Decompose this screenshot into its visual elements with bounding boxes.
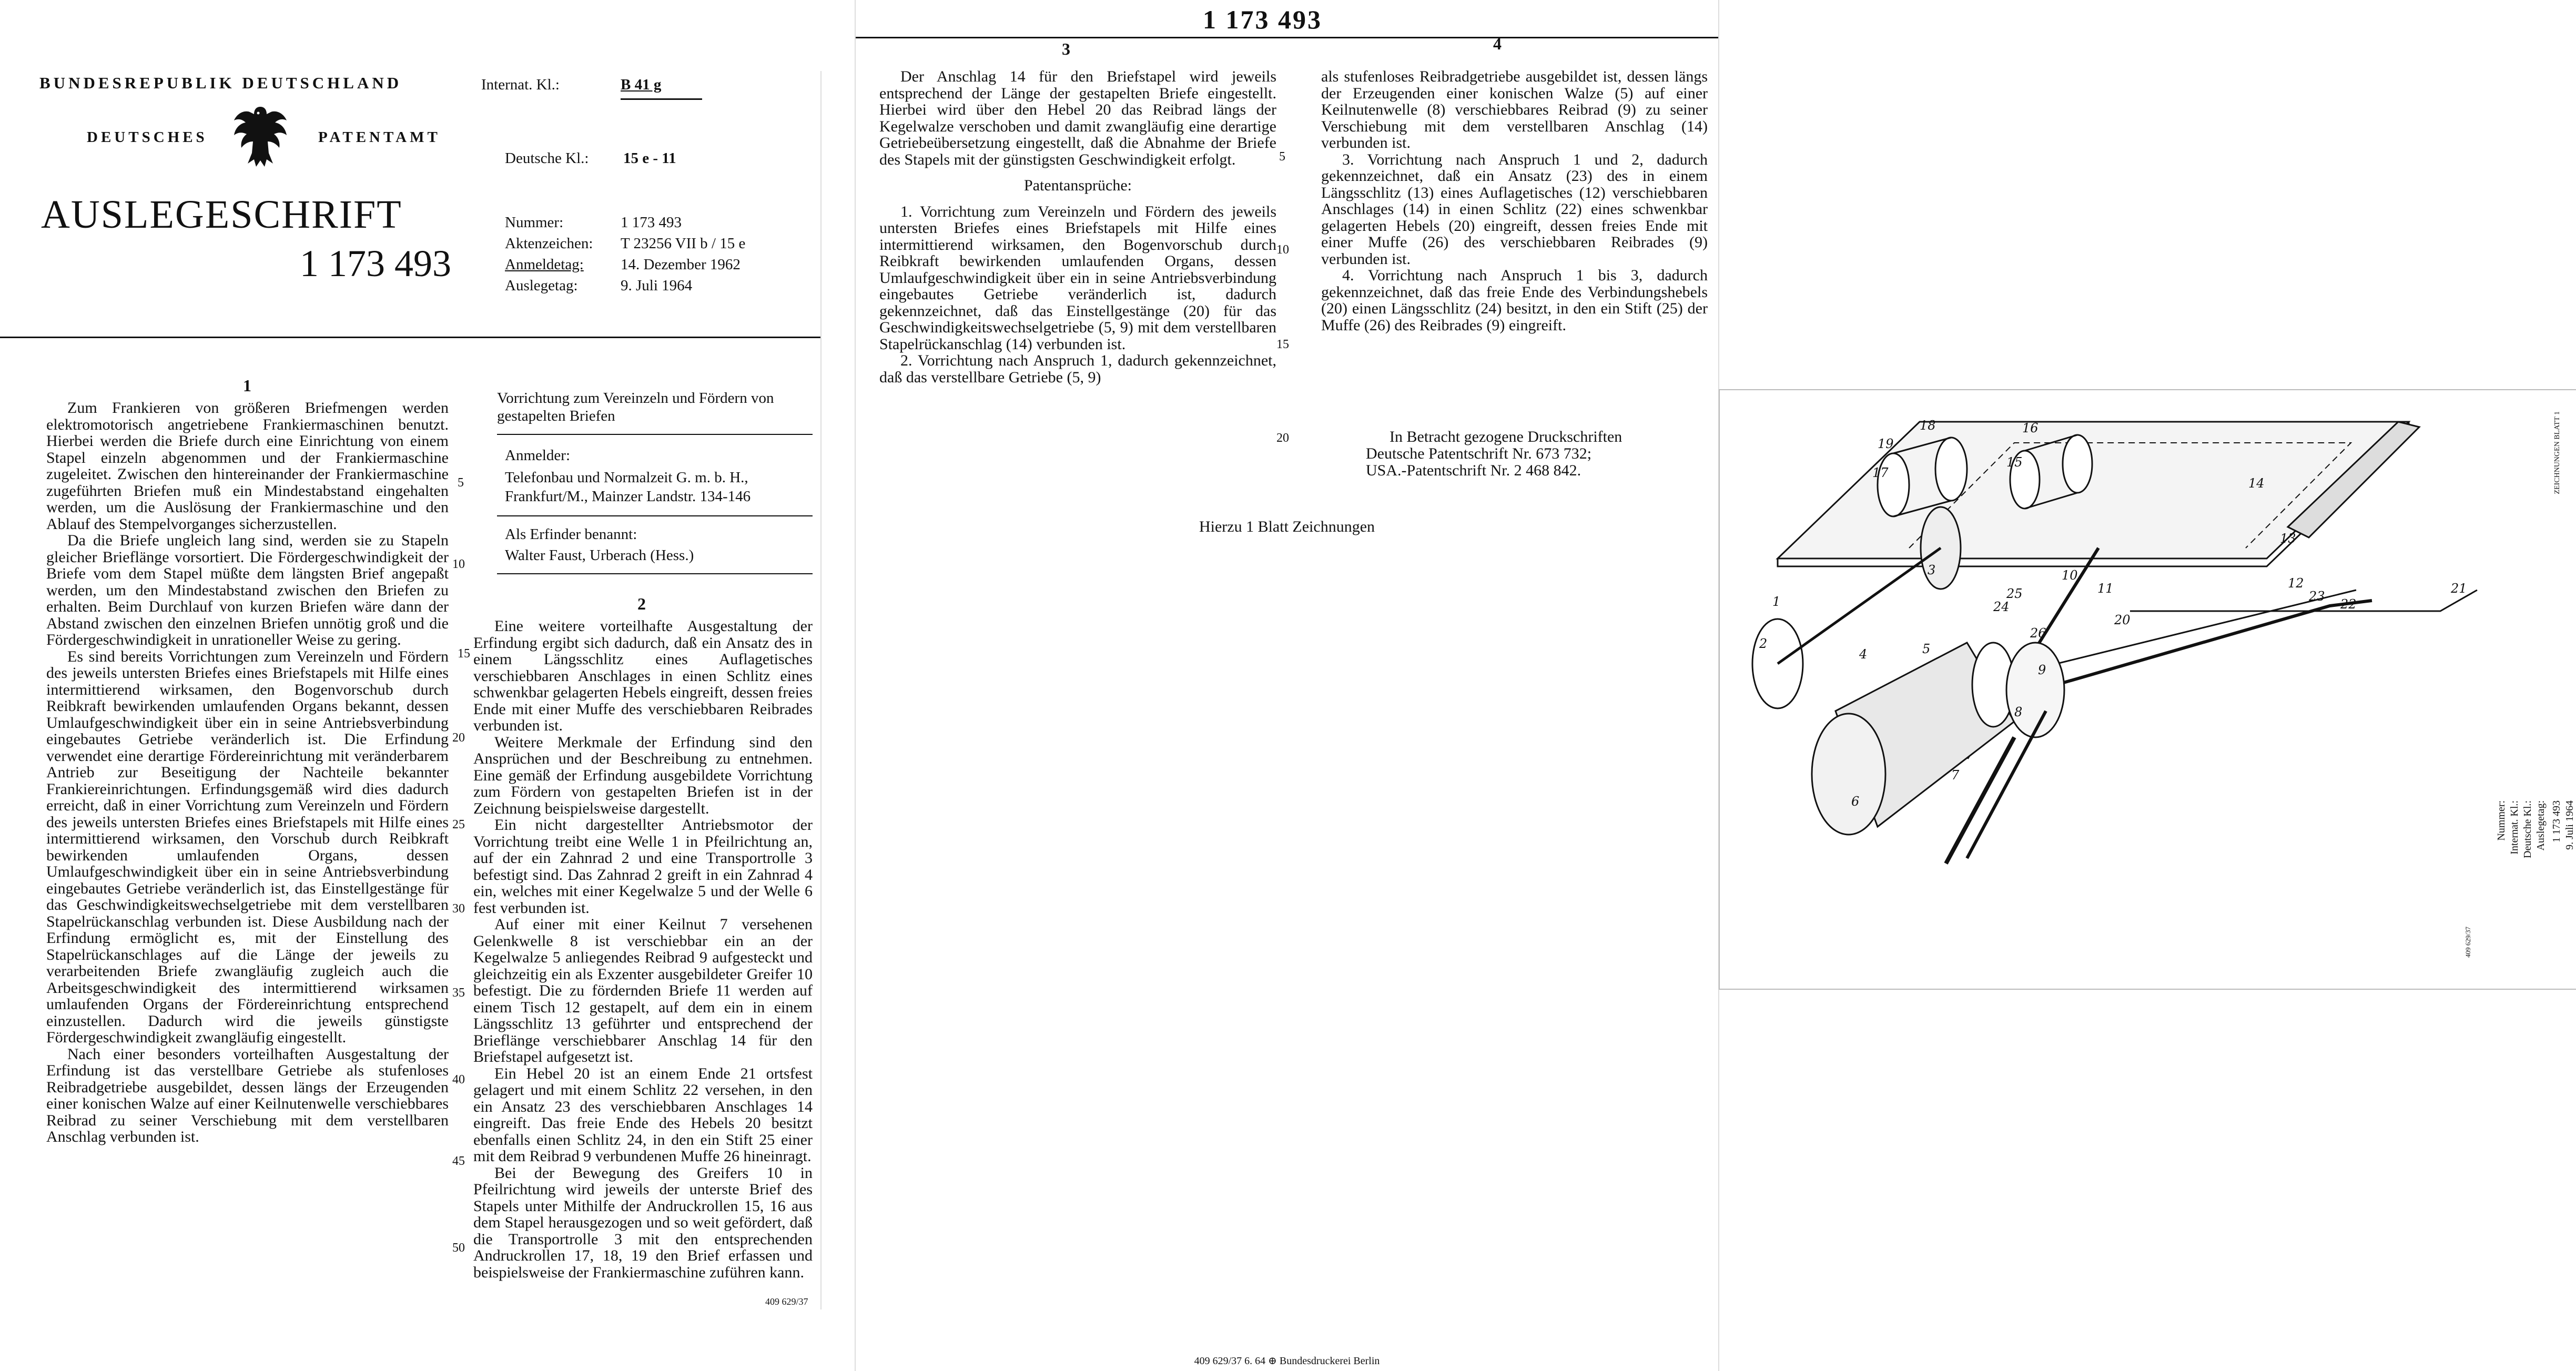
- side-meta-number-label: Nummer:: [2496, 800, 2507, 841]
- country-name: BUNDESREPUBLIK DEUTSCHLAND: [39, 74, 402, 92]
- paragraph: Nach einer besonders vorteilhaften Ausgestaltung der Erfindung ist das verstellbare Getriebe als stufenloses Reibradgetriebe ausgebildet, dessen längs der Erzeugenden einer konischen Walze auf einer Keilnutenwelle verschiebbares Reibrad zu seiner Verschiebung mit dem verstellbaren Anschlag verbunden ist.: [46, 1045, 449, 1145]
- line-number: 5: [1279, 150, 1285, 164]
- figure-label: 14: [2248, 476, 2265, 491]
- line-number: 10: [452, 557, 465, 571]
- column-number-1: 1: [243, 376, 251, 395]
- side-meta-intl-label: Internat. Kl.:: [2509, 800, 2520, 855]
- line-number: 10: [1276, 243, 1289, 257]
- figure-label: 4: [1859, 647, 1868, 662]
- patent-page-2: [855, 0, 1719, 1371]
- column-number-3: 3: [1062, 39, 1070, 58]
- line-number: 30: [452, 902, 465, 916]
- meta-filed-label: Anmeldetag:: [505, 256, 584, 273]
- sheet-footer-code: 409 629/37: [2464, 927, 2472, 958]
- figure-label: 20: [2114, 613, 2131, 627]
- line-number: 40: [452, 1073, 465, 1086]
- side-meta-date-value: 9. Juli 1964: [2564, 800, 2575, 850]
- figure-label: 13: [2280, 531, 2296, 546]
- inventor-label: Als Erfinder benannt:: [505, 526, 637, 543]
- paragraph: Da die Briefe ungleich lang sind, werden sie zu Stapeln gleicher Brieflänge vorsortiert. Die Fördergeschwindigkeit der Briefe vom dem Stapel müßte dem längsten Brief angepaßt werden, um den Mindestabstand zwischen den Briefen zu erhalten. Beim Durchlauf von kurzen Briefen wäre dann der Abstand zwischen den einzelnen Briefen unnötig groß und die Fördergeschwindigkeit in unrationeller Weise zu gering.: [46, 532, 449, 648]
- applicant-block: [505, 468, 751, 506]
- document-type: AUSLEGESCHRIFT: [41, 192, 402, 237]
- document-number: 1 173 493: [300, 242, 451, 285]
- paragraph: Ein Hebel 20 ist an einem Ende 21 ortsfest gelagert und mit einem Schlitz 22 versehen, in den ein Ansatz 23 des verschiebbaren Anschlages 14 eingreift. Das freie Ende des Hebels 20 besitzt ebenfalls einen Schlitz 24, in den ein Stift 25 einer mit dem Reibrad 9 verbundenen Muffe 26 hineinragt.: [473, 1064, 813, 1165]
- figure-label: 3: [1928, 563, 1936, 577]
- figure-label: 6: [1851, 794, 1860, 809]
- claims-heading: Patentansprüche:: [1024, 177, 1132, 194]
- figure-label: 12: [2288, 576, 2304, 591]
- meta-number-label: Nummer:: [505, 214, 564, 231]
- paragraph: Es sind bereits Vorrichtungen zum Vereinzeln und Fördern des jeweils untersten Briefes eines Briefstapels mit Hilfe eines intermittierend wirksamen, den Bogenvorschub durch Reibkraft bewirkenden umlaufenden Organs bekannt, dessen Umlaufgeschwindigkeit über ein in seine Antriebsverbindung eingebautes Getriebe veränderlich ist. Die Erfindung verwendet eine derartige Fördereinrichtung mit veränderbarem Antrieb zur Beseitigung der Nachteile bekannter Frankiereinrichtungen. Erfindungsgemäß wird dies dadurch erreicht, daß in einer Vorrichtung zum Vereinzeln und Fördern des jeweils untersten Briefes eines Briefstapels mit Hilfe eines intermittierend wirksamen, den Vorschub durch Reibkraft bewirkenden umlaufenden Organs, dessen Umlaufgeschwindigkeit über ein in seine Antriebsverbindung eingebautes Getriebe veränderlich ist, das Einstellgestänge für das Geschwindigkeitswechselgetriebe mit dem verstellbaren Stapelrückanschlag verbunden ist. Diese Ausbildung nach der Erfindung ermöglicht es, mit der Einstellung des Stapelrückanschlages auf die Länge der jeweils zu verarbeitenden Briefe zwangläufig zugleich auch die Arbeitsgeschwindigkeit des intermittierend wirksamen umlaufenden Organs der Fördereinrichtung entsprechend einzustellen. Dadurch wird die jeweils günstigste Fördergeschwindigkeit zwangläufig eingestellt.: [46, 647, 449, 1046]
- meta-file-label: Aktenzeichen:: [505, 235, 593, 252]
- figure-label: 21: [2451, 581, 2467, 596]
- german-class-label: Deutsche Kl.:: [505, 150, 589, 167]
- column-2-text: [473, 618, 813, 1281]
- intl-class-value: B 41 g: [621, 76, 662, 93]
- meta-number-value: 1 173 493: [621, 214, 682, 231]
- inventor-name: Walter Faust, Urberach (Hess.): [505, 547, 694, 564]
- side-meta-date-label: Auslegetag:: [2535, 800, 2547, 851]
- column-1-text: [46, 400, 449, 1145]
- line-number: 25: [452, 818, 465, 831]
- sheet-label: ZEICHNUNGEN BLATT 1: [2553, 411, 2561, 494]
- inventor-divider: [497, 573, 813, 574]
- column-4-text: [1321, 68, 1708, 333]
- drawing-note: Hierzu 1 Blatt Zeichnungen: [1199, 518, 1375, 535]
- claim: 2. Vorrichtung nach Anspruch 1, dadurch gekennzeichnet, daß das verstellbare Getriebe (5, 9): [879, 352, 1276, 386]
- figure-label: 2: [1759, 636, 1768, 651]
- meta-labels: [505, 212, 593, 296]
- paragraph: als stufenloses Reibradgetriebe ausgebildet ist, dessen längs der Erzeugenden einer konischen Walze (5) auf einer Keilnutenwelle (8) verschiebbares Reibrad (9) zu seiner Verschiebung mit dem verstellbaren Anschlag (14) verbunden ist.: [1321, 68, 1708, 151]
- line-number: 15: [458, 647, 470, 661]
- meta-published-label: Auslegetag:: [505, 277, 578, 294]
- references-block: [1366, 429, 1622, 479]
- title-divider: [497, 434, 813, 435]
- office-right: PATENTAMT: [318, 129, 441, 146]
- figure-label: 11: [2097, 581, 2114, 596]
- reference-item: USA.-Patentschrift Nr. 2 468 842.: [1366, 462, 1581, 479]
- line-number: 20: [1276, 431, 1289, 445]
- german-class-value: 15 e - 11: [623, 150, 676, 167]
- intl-class-label: Internat. Kl.:: [481, 76, 560, 93]
- side-meta-number-value: 1 173 493: [2551, 800, 2562, 842]
- line-number: 35: [452, 986, 465, 1000]
- figure-label: 10: [2062, 568, 2078, 583]
- line-number: 45: [452, 1154, 465, 1168]
- applicant-line: Telefonbau und Normalzeit G. m. b. H.,: [505, 469, 748, 486]
- figure-label: 18: [1920, 418, 1936, 433]
- paragraph: Weitere Merkmale der Erfindung sind den Ansprüchen und der Beschreibung zu entnehmen. Eine gemäß der Erfindung ausgebildete Vorrichtung zum Fördern von gestapelten Briefen ist in der Zeichnung beispielsweise dargestellt.: [473, 733, 813, 817]
- meta-values: [621, 212, 745, 296]
- line-number: 15: [1276, 338, 1289, 351]
- drawing-sheet: [1719, 389, 2576, 990]
- figure-label: 9: [2038, 663, 2046, 677]
- reference-item: Deutsche Patentschrift Nr. 673 732;: [1366, 445, 1592, 462]
- figure-label: 23: [2309, 589, 2325, 604]
- line-number: 20: [452, 731, 465, 745]
- claim: 1. Vorrichtung zum Vereinzeln und Fördern des jeweils untersten Briefes eines Briefstapels mit Hilfe eines intermittierend wirksamen, den Bogenvorschub durch Reibkraft bewirkenden umlaufenden Organs, dessen Umlaufgeschwindigkeit über ein in seine Antriebsverbindung eingebautes Getriebe veränderlich ist, dadurch gekennzeichnet, daß das Einstellgestänge (20) für das Geschwindigkeitswechselgetriebe (5, 9) mit dem verstellbaren Stapelrückanschlag (14) verbunden ist.: [879, 202, 1276, 353]
- patent-page-1: [0, 71, 822, 1309]
- claim: 4. Vorrichtung nach Anspruch 1 bis 3, dadurch gekennzeichnet, daß das freie Ende des Verbindungshebels (20) einen Längsschlitz (24) besitzt, in den ein Stift (25) der Muffe (26) des Reibrades (9) eingreift.: [1321, 267, 1708, 334]
- meta-file-value: T 23256 VII b / 15 e: [621, 235, 746, 252]
- paragraph: Zum Frankieren von größeren Briefmengen werden elektromotorisch angetriebene Frankiermaschinen benutzt. Hierbei werden die Briefe durch eine Einrichtung von einem Stapel einzeln abgenommen und der Frankiermaschine zugeleitet. Zwischen den hintereinander der Frankiermaschine zugeführten Briefen muß ein Mindestabstand eingehalten werden, um die Auslösung der Frankiermaschine und den Ablauf des Stempelvorganges sicherzustellen.: [46, 399, 449, 533]
- figure-label: 8: [2014, 705, 2023, 719]
- header-rule: [856, 37, 1718, 38]
- figure-label: 24: [1993, 600, 2010, 614]
- references-heading: In Betracht gezogene Druckschriften: [1390, 428, 1622, 445]
- page-footer-code: 409 629/37: [765, 1296, 808, 1307]
- applicant-label: Anmelder:: [505, 447, 571, 464]
- figure-label: 7: [1951, 768, 1960, 783]
- eagle-emblem-icon: [229, 103, 292, 171]
- line-number: 5: [458, 476, 464, 490]
- line-number: 50: [452, 1241, 465, 1255]
- side-meta: [2493, 800, 2575, 953]
- figure-label: 17: [1872, 465, 1889, 480]
- paragraph: Auf einer mit einer Keilnut 7 versehenen Gelenkwelle 8 ist verschiebbar ein an der Kegelwalze 5 anliegendes Reibrad 9 aufgesteckt und gleichzeitig ein als Exzenter ausgebildeter Greifer 10 befestigt. Die zu fördernden Briefe 11 werden auf einem Tisch 12 gestapelt, auf dem ein in einem Längsschlitz 13 geführter und entsprechend der Brieflänge verschiebbarer Anschlag 14 für den Briefstapel aufgesetzt ist.: [473, 916, 813, 1065]
- meta-filed-value: 14. Dezember 1962: [621, 256, 741, 273]
- column-3-text: [879, 68, 1276, 385]
- claim: 3. Vorrichtung nach Anspruch 1 und 2, dadurch gekennzeichnet, daß ein Ansatz (23) des in einem Längsschlitz (13) eines Auflagetisches (12) verschiebbaren Anschlages (14) in einen Schlitz (22) eines schwenkbar gelagerten Hebels (20) eingreift, dessen freies Ende mit einer Muffe (26) des verschiebbaren Reibrades (9) verbunden ist.: [1321, 150, 1708, 268]
- paragraph: Der Anschlag 14 für den Briefstapel wird jeweils entsprechend der Länge der gestapelten Briefe eingestellt. Hierbei wird über den Hebel 20 das Reibrad längs der Kegelwalze verschoben und damit zwangläufig eine derartige Getriebeübersetzung eingestellt, daß die Abnahme der Briefe des Stapels mit der günstigsten Geschwindigkeit erfolgt.: [879, 68, 1276, 168]
- paragraph: Bei der Bewegung des Greifers 10 in Pfeilrichtung wird jeweils der unterste Brief des Stapels unter Mithilfe der Andruckrollen 15, 16 aus dem Stapel herausgezogen und so weit gefördert, daß die Transportrolle 3 mit den entsprechenden Andruckrollen 17, 18, 19 den Brief erfassen und beispielsweise der Frankiermaschine zuführen kann.: [473, 1164, 813, 1281]
- class-rule: [621, 98, 702, 100]
- figure-label: 16: [2022, 421, 2039, 435]
- paragraph: Eine weitere vorteilhafte Ausgestaltung der Erfindung ergibt sich dadurch, daß ein Ansatz des in einem Längsschlitz eines Auflagetisches verschiebbaren Anschlages in einen Schlitz eines schwenkbar gelagerten Hebels eingreift, dessen freies Ende mit einer Muffe des verschiebbaren Reibrades verbunden ist.: [473, 617, 813, 734]
- header-number: 1 173 493: [1203, 5, 1322, 34]
- figure-label: 15: [2006, 455, 2023, 470]
- figure-label: 19: [1878, 436, 1894, 451]
- column-number-2: 2: [637, 594, 646, 613]
- office-left: DEUTSCHES: [87, 129, 208, 146]
- applicant-divider: [497, 515, 813, 516]
- figure-label: 25: [2006, 586, 2023, 601]
- printer-footer: 409 629/37 6. 64 ⊕ Bundesdruckerei Berlin: [1194, 1355, 1380, 1367]
- paragraph: Ein nicht dargestellter Antriebsmotor der Vorrichtung treibt eine Welle 1 in Pfeilrichtung an, auf der ein Zahnrad 2 und eine Transportrolle 3 befestigt sind. Das Zahnrad 2 greift in ein Zahnrad 4 ein, welches mit einer Kegelwalze 5 und der Welle 6 fest verbunden ist.: [473, 816, 813, 917]
- invention-title: Vorrichtung zum Vereinzeln und Fördern von gestapelten Briefen: [497, 390, 774, 424]
- figure-label: 26: [2030, 626, 2046, 641]
- figure-label: 1: [1772, 594, 1781, 609]
- side-meta-german-label: Deutsche Kl.:: [2522, 800, 2533, 858]
- header-divider: [0, 337, 820, 338]
- meta-published-value: 9. Juli 1964: [621, 277, 693, 294]
- mechanism-drawing: [1720, 390, 2493, 989]
- figure-label: 5: [1922, 642, 1931, 656]
- column-number-4: 4: [1493, 34, 1502, 53]
- figure-label: 22: [2340, 597, 2357, 612]
- applicant-line: Frankfurt/M., Mainzer Landstr. 134-146: [505, 488, 751, 505]
